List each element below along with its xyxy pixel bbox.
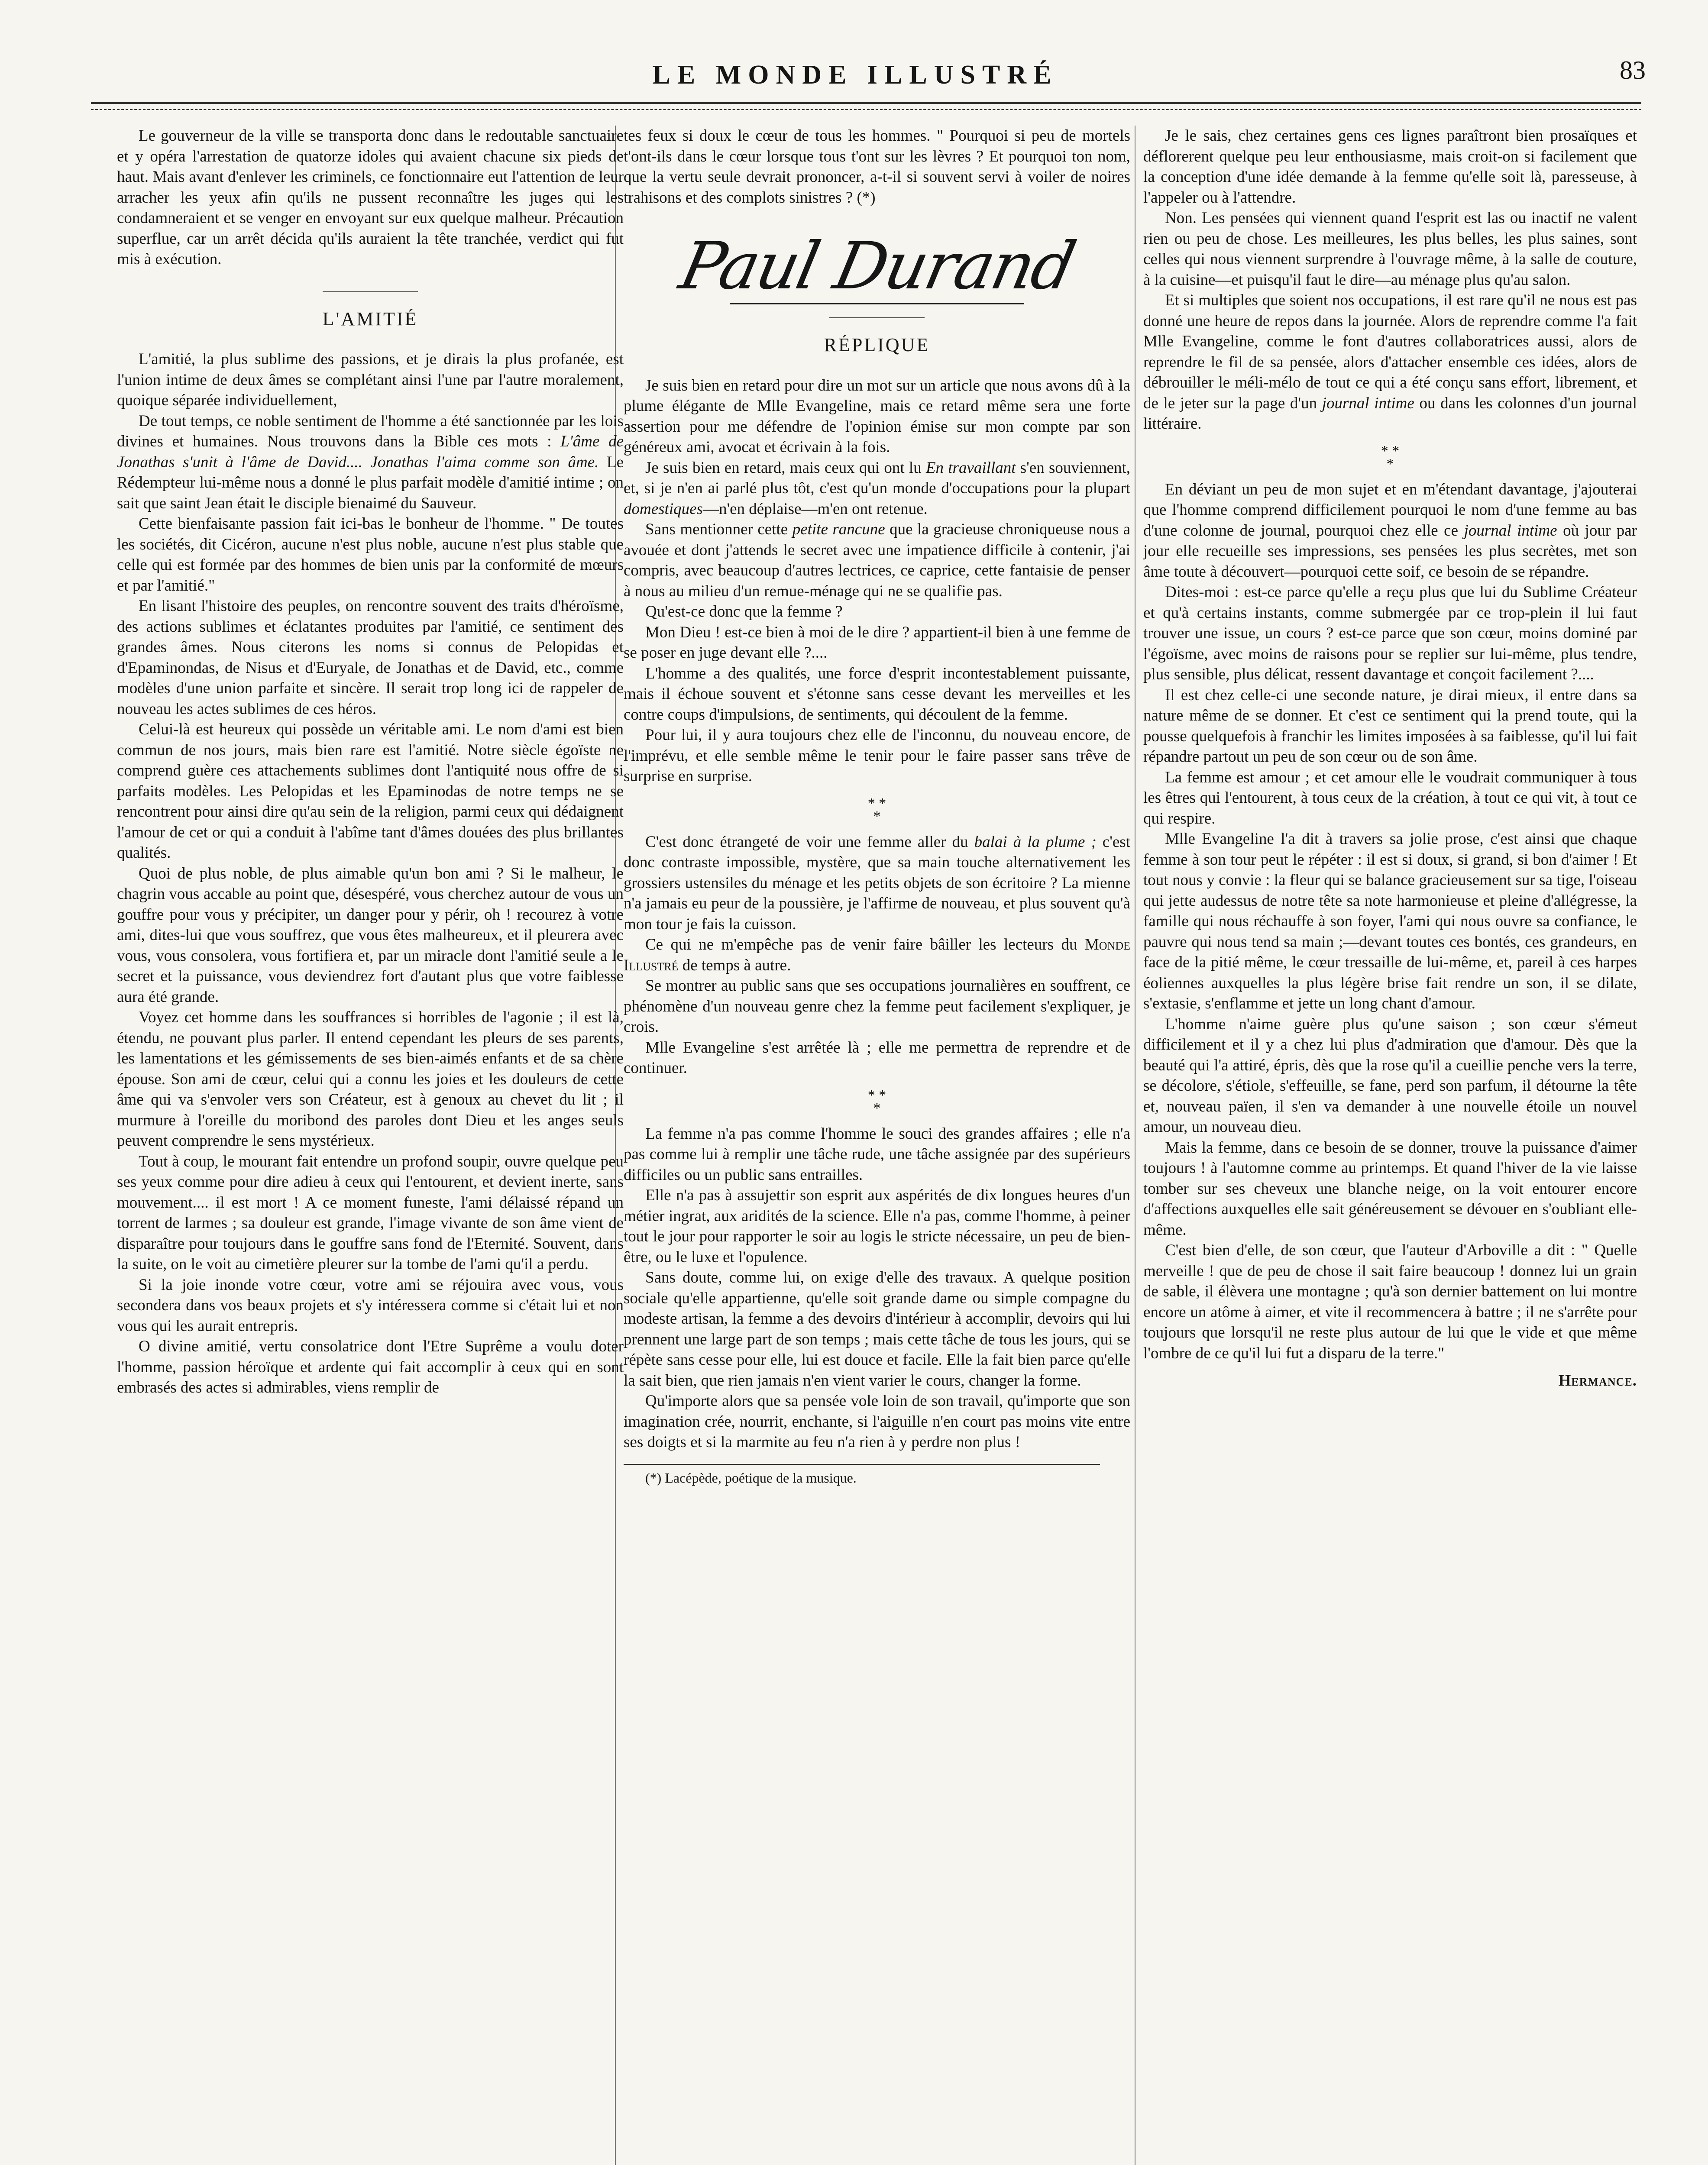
paragraph: Et si multiples que soient nos occupations, il est rare qu'il ne nous est pas donné une heure de repos dans la journée. Alors de reprendre comme l'a fait Mlle Evangeline, comme le font d'autres collaboratrices aussi, alors de reprendre le fil de sa pensée, alors d'attacher ensemble ces idées, alors de débrouiller le méli-mélo de tout ce qui a été conçu sans effort, librement, et de le jeter sur la page d'un journal intime ou dans les colonnes d'un journal littéraire. [1143, 291, 1637, 433]
article-heading-replique: RÉPLIQUE [624, 335, 1130, 355]
asterism: * * * [867, 1087, 886, 1116]
footnote-rule [624, 1464, 1100, 1465]
author-signature: Hermance. [1558, 1372, 1637, 1389]
paragraph: Qu'importe alors que sa pensée vole loin de son travail, qu'importe que son imagination crée, nourrit, enchante, si l'aiguille n'en court pas moins vite entre ses doigts et si la marmite au feu n'a rien à y perdre non plus ! [624, 1392, 1130, 1451]
paragraph: C'est donc étrangeté de voir une femme aller du balai à la plume ; c'est donc contraste impossible, mystère, que sa main touche alternativement les grossiers ustensiles du ménage et les petits objets de son écritoire ? La mienne n'a jamais eu peur de la poussière, je l'affirme de nouveau, et plus souvent qu'à mon tour je fais la cuisson. [624, 833, 1130, 933]
masthead [65, 55, 1646, 99]
paragraph: Qu'est-ce donc que la femme ? [645, 603, 843, 620]
paragraph: O divine amitié, vertu consolatrice dont l'Etre Suprême a voulu doter l'homme, passion héroïque et ardente qui fait accomplir à ceux qui en sont embrasés des actes si admirables, viens remplir de [117, 1338, 624, 1396]
paragraph: Mlle Evangeline s'est arrêtée là ; elle me permettra de reprendre et de continuer. [624, 1038, 1130, 1077]
paragraph: Tout à coup, le mourant fait entendre un profond soupir, ouvre quelque peu ses yeux comme pour dire adieu à ceux qui l'entourent, et devient inerte, sans mouvement.... il est mort ! A ce moment funeste, l'ami délaissé répand un torrent de larmes ; sa douleur est grande, l'image vivante de son âme vient de disparaître pour toujours dans le gouffre sans fond de l'Eternité. Souvent, dans la suite, on le voit au cimetière pleurer sur la tombe de l'ami qu'il a perdu. [117, 1152, 624, 1273]
asterism: * * * [867, 795, 886, 824]
paragraph: Mlle Evangeline l'a dit à travers sa jolie prose, c'est ainsi que chaque femme à son tour peut le répéter : il est si doux, si grand, si bon d'aimer ! Et tout nous y convie : la fleur qui se balance gracieusement sur sa tige, l'oiseau qui jette audessus de notre tête sa note harmonieuse et pleine d'allégresse, la famille qui nous réchauffe à son foyer, l'ami qui nous ouvre sa confiance, le pauvre qui nous tend sa main ;—devant toutes ces bontés, ces grandeurs, en face de la pitié même, le cœur tressaille de lui-même, et, pareil à ces harpes éoliennes auxquelles la plus légère brise fait rendre un son, il se dilate, s'extasie, s'enflamme et jette un long chant d'amour. [1143, 830, 1637, 1012]
paragraph: Celui-là est heureux qui possède un véritable ami. Le nom d'ami est bien commun de nos jours, mais bien rare est l'amitié. Notre siècle égoïste ne comprend guère ces attachements sublimes dont l'antiquité nous offre de si parfaits modèles. Les Pelopidas et les Epaminodas de notre temps ne se rencontrent pour ainsi dire qu'au sein de la religion, parmi ceux qui dédaignent l'amour de cet or qui a conduit à l'abîme tant d'âmes douées des plus brillantes qualités. [117, 721, 624, 862]
signature-paul-durand: Paul Durand [673, 229, 1080, 304]
paragraph: En lisant l'histoire des peuples, on rencontre souvent des traits d'héroïsme, des actions sublimes et éclatantes produites par l'amitié, ce sentiment des grandes âmes. Nous citerons les noms si connus de Pelopidas et d'Epaminondas, de Nisus et d'Euryale, de Jonathas et de David, etc., comme modèles d'une union parfaite et sincère. Il serait trop long ici de rappeler de nouveau les actes sublimes de ces héros. [117, 597, 624, 718]
paragraph: C'est bien d'elle, de son cœur, que l'auteur d'Arboville a dit : " Quelle merveille ! que de peu de chose il sait faire beaucoup ! donnez lui un grain de sable, il élèvera une montagne ; qu'à son dernier battement on lui montre encore un atôme à aimer, et vite il recommencera à battre ; il ne s'arrête pour toujours que lorsqu'il ne reste plus autour de lui que le vide et que même l'ombre de ce qu'il lui fut a disparu de la terre." [1143, 1241, 1637, 1362]
paragraph: Je suis bien en retard pour dire un mot sur un article que nous avons dû à la plume élégante de Mlle Evangeline, mais ce retard même sera une forte assertion pour me défendre de l'opinion émise sur mon compte par son généreux ami, avocat et écrivain à la fois. [624, 376, 1130, 456]
page-number: 83 [1620, 56, 1646, 84]
column-2 [624, 126, 1130, 1486]
paragraph: Sans mentionner cette petite rancune que la gracieuse chroniqueuse nous a avouée et dont j'attends le secret avec une impatience difficile à contenir, j'ai compris, avec beaucoup d'autres lectrices, ce caprice, cette fantaisie de penser à nous au milieu d'un remue-ménage qui ne se qualifie pas. [624, 520, 1131, 600]
paragraph: Mais la femme, dans ce besoin de se donner, trouve la puissance d'aimer toujours ! à l'automne comme au printemps. Et quand l'hiver de la vie laisse tomber sur ses cheveux une blanche neige, on la voit entourer encore d'affections auxquelles elle sait généreusement se dévouer en s'oubliant elle-même. [1143, 1138, 1637, 1239]
paragraph: Mon Dieu ! est-ce bien à moi de le dire ? appartient-il bien à une femme de se poser en juge devant elle ?.... [624, 623, 1130, 662]
paragraph: Elle n'a pas à assujettir son esprit aux aspérités de dix longues heures d'un métier ingrat, aux aridités de la science. Elle n'a pas, comme l'homme, à peiner tout le jour pour rapporter le soir au logis le stricte nécessaire, un peu de bien-être, ou le luxe et l'opulence. [624, 1186, 1130, 1266]
header-rule [91, 102, 1641, 104]
bible-quote: L'âme de Jonathas s'unit à l'âme de David.... Jonathas l'aima comme son âme. [117, 433, 624, 471]
newspaper-title: LE MONDE ILLUSTRÉ [652, 60, 1058, 90]
paragraph: Ce qui ne m'empêche pas de venir faire bâiller les lecteurs du Monde Illustré de temps à autre. [624, 936, 1131, 974]
paragraph: Si la joie inonde votre cœur, votre ami se réjouira avec vous, vous secondera dans vos beaux projets et s'y intéressera comme si c'était lui et non vous qui les aurait entrepris. [117, 1276, 624, 1335]
article-heading-amitie: L'AMITIÉ [117, 309, 624, 330]
paragraph: Quoi de plus noble, de plus aimable qu'un bon ami ? Si le malheur, le chagrin vous accable au point que, désespéré, vous cherchez autour de vous un gouffre pour vous y précipiter, un danger pour y périr, oh ! recourez à votre ami, dites-lui que vous souffrez, que vous êtes malheureux, et il pleurera avec vous, vous consolera, vous fortifiera et, par un miracle dont l'amitié seule a le secret et la puissance, vous deviendrez fort d'autant plus que votre faiblesse aura été grande. [117, 864, 624, 1006]
paragraph: L'amitié, la plus sublime des passions, et je dirais la plus profanée, est l'union intime de deux âmes se complétant ainsi l'une par l'autre moralement, quoique séparée individuellement, [117, 350, 624, 409]
paragraph: La femme n'a pas comme l'homme le souci des grandes affaires ; elle n'a pas comme lui à remplir une tâche rude, une tâche assignée par des supérieurs difficiles ou un public sans entrailles. [624, 1125, 1130, 1184]
paragraph: Le gouverneur de la ville se transporta donc dans le redoutable sanctuaire et y opéra l'arrestation de quatorze idoles qui avaient chacune six pieds de haut. Mais avant d'enlever les criminels, ce fonctionnaire eut l'attention de leur arracher les yeux afin qu'ils ne pussent reconnaître les juges qui les condamneraient et se venger en envoyant sur eux quelque malheur. Précaution superflue, car un arrêt décida qu'ils auraient la tête tranchée, verdict qui fut mis à exécution. [117, 127, 624, 268]
paragraph: Je le sais, chez certaines gens ces lignes paraîtront bien prosaïques et déflorerent quelque peu leur enthousiasme, mais croit-on si facilement que la conception d'une idée demande à la femme qu'elle soit là, paresseuse, à l'appeler ou à l'attendre. [1143, 127, 1637, 207]
paragraph: L'homme a des qualités, une force d'esprit incontestablement puissante, mais il échoue souvent et s'étonne sans cesse devant les merveilles et les contre coups d'impulsions, de sentiments, qui découlent de la femme. [624, 664, 1130, 724]
paragraph: Voyez cet homme dans les souffrances si horribles de l'agonie ; il est là, étendu, ne pouvant plus parler. Il entend cependant les pleurs de ses parents, les lamentations et les gémissements de ses bien-aimés enfants et de sa chère épouse. Son ami de cœur, celui qui a connu les joies et les douleurs de cette âme qui va s'envoler vers son Créateur, est à genoux au chevet du lit ; il murmure à l'oreille du moribond des paroles dont Dieu et les anges seuls peuvent comprendre le sens mystérieux. [117, 1008, 624, 1150]
paragraph: Il est chez celle-ci une seconde nature, je dirai mieux, il entre dans sa nature même de se donner. Et c'est ce sentiment qui la prend toute, qui la pousse quelquefois à franchir les limites imposées à sa faiblesse, qu'il lui fait répandre partout un peu de son cœur ou de son âme. [1143, 686, 1637, 766]
paragraph: La femme est amour ; et cet amour elle le voudrait communiquer à tous les êtres qui l'entourent, à tous ceux de la création, à tout ce qui vit, à tout ce qui respire. [1143, 768, 1637, 827]
header-rule-dashed [91, 109, 1641, 110]
paragraph: Cette bienfaisante passion fait ici-bas le bonheur de l'homme. " De toutes les sociétés, dit Cicéron, aucune n'est plus noble, aucune n'est plus stable que celle qui est formée par des hommes de bien unis par la conformité de mœurs et par l'amitié." [117, 515, 624, 595]
paragraph: En déviant un peu de mon sujet et en m'étendant davantage, j'ajouterai que l'homme comprend difficilement pourquoi le nom d'une femme au bas d'une colonne de journal, pourquoi chez elle ce journal intime où jour par jour elle recueille ses impressions, ses pensées les plus secrètes, met son âme toute à découvert—pourquoi cette soif, ce besoin de se répandre. [1143, 480, 1637, 581]
paragraph: Pour lui, il y aura toujours chez elle de l'inconnu, du nouveau encore, de l'imprévu, et elle semble même le tenir pour le faire passer sans trêve de surprise en surprise. [624, 726, 1130, 785]
paragraph: De tout temps, ce noble sentiment de l'homme a été sanctionnée par les lois divines et humaines. Nous trouvons dans la Bible ces mots : L'âme de Jonathas s'unit à l'âme de David.... Jonathas l'aima comme son âme. Le Rédempteur lui-même nous a donné le plus parfait modèle d'amitié intime ; on sait que saint Jean était le disciple bienaimé du Sauveur. [117, 412, 624, 512]
footnote: (*) Lacépède, poétique de la musique. [645, 1470, 857, 1486]
paragraph: Sans doute, comme lui, on exige d'elle des travaux. A quelque position sociale qu'elle appartienne, qu'elle soit grande dame ou simple compagne du modeste artisan, la femme a des devoirs d'intérieur à accomplir, devoirs qui lui prennent une large part de son temps ; mais cette tâche de tous les jours, qui se répète sans cesse pour elle, lui est douce et facile. Elle la fait bien parce qu'elle la sait bien, que rien jamais n'en vient varier le cours, changer la forme. [624, 1269, 1130, 1389]
paragraph: Dites-moi : est-ce parce qu'elle a reçu plus que lui du Sublime Créateur et qu'à certains instants, comme submergée par ce trop-plein il lui faut trouver une issue, un cours ? est-ce parce que son cœur, moins dominé par l'égoïsme, avec moins de raisons pour se replier sur lui-même, plus tendre, plus sensible, plus délicat, ressent davantage et conçoit facilement ?.... [1143, 583, 1637, 683]
column-3 [1143, 126, 1637, 1391]
paragraph: L'homme n'aime guère plus qu'une saison ; son cœur s'émeut difficilement et il y a chez lui plus d'admiration que d'amour. Dès que la beauté qui l'a attiré, épris, dès que la rose qu'il a cueillie penche vers la terre, se décolore, s'étiole, s'effeuille, se fane, perd son parfum, il détourne la tête et, nouveau païen, il s'en va demander à une nouvelle étoile un nouvel amour, un nouveau dieu. [1143, 1015, 1637, 1136]
paragraph: Se montrer au public sans que ses occupations journalières en souffrent, ce phénomène d'un nouveau genre chez la femme peut facilement s'expliquer, je crois. [624, 977, 1130, 1036]
paragraph: Je suis bien en retard, mais ceux qui ont lu En travaillant s'en souviennent, et, si je n'en ai parlé plus tôt, c'est qu'un monde d'occupations pour la plupart domestiques—n'en déplaise—m'en ont retenue. [624, 459, 1131, 518]
column-1 [117, 126, 624, 1398]
paragraph: Non. Les pensées qui viennent quand l'esprit est las ou inactif ne valent rien ou peu de chose. Les meilleures, les plus belles, les plus saines, sont celles qui nous viennent surprendre à l'ouvrage même, à la salle de couture, à la cuisine—et puisqu'il faut le dire—au ménage plus qu'au salon. [1143, 209, 1637, 289]
asterism: * * * [1381, 443, 1400, 472]
paragraph: tes feux si doux le cœur de tous les hommes. " Pourquoi si peu de mortels t'ont-ils dans le cœur lorsque tous t'ont sur les lèvres ? Et pourquoi ton nom, que la vertu seule devrait prononcer, a-t-il si souvent servi à voiler de noires trahisons et des complots sinistres ? (*) [624, 127, 1130, 207]
